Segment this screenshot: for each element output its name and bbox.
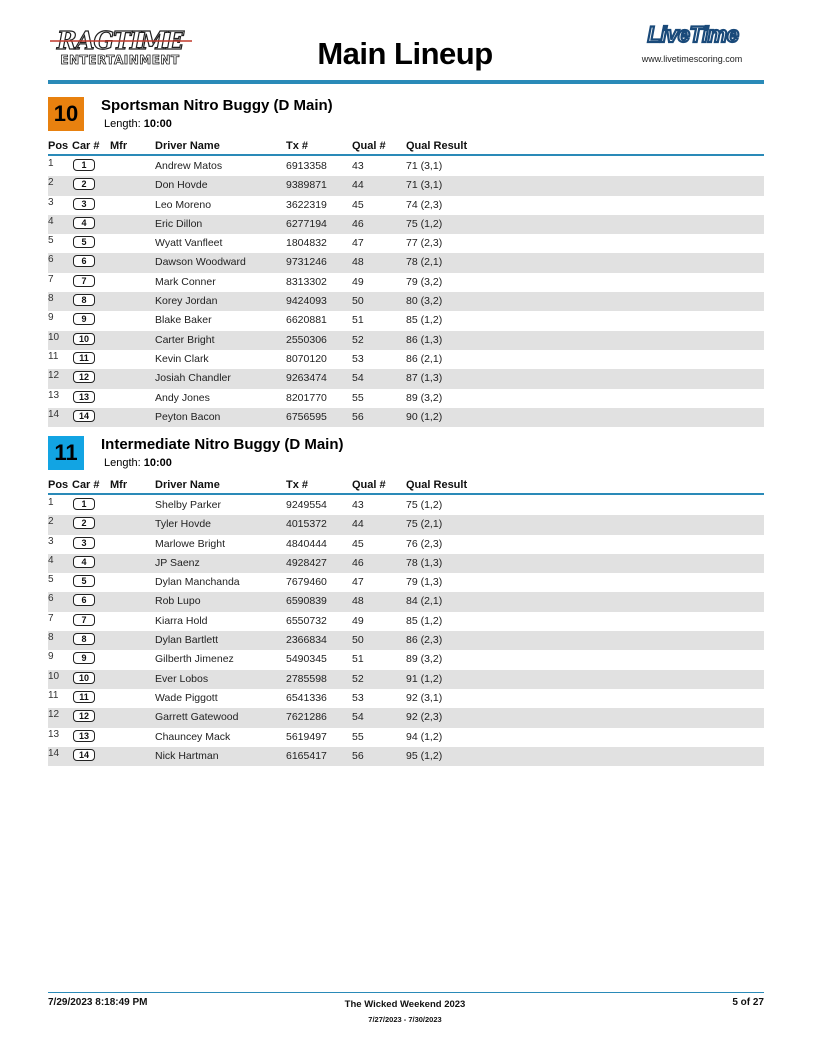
qual-result-cell: 87 (1,3)	[406, 372, 443, 385]
driver-name-cell: Kevin Clark	[155, 352, 209, 365]
transponder-cell: 2550306	[286, 333, 327, 346]
col-pos-header: Pos	[48, 140, 69, 152]
pos-cell: 14	[48, 408, 60, 420]
table-row	[48, 631, 764, 650]
col-pos-header: Pos	[48, 479, 69, 491]
table-row	[48, 554, 764, 573]
car-number-badge: 2	[73, 178, 95, 190]
qual-result-cell: 94 (1,2)	[406, 730, 443, 743]
table-row	[48, 176, 764, 195]
driver-name-cell: Andy Jones	[155, 391, 210, 404]
transponder-cell: 9249554	[286, 499, 327, 511]
table-row	[48, 369, 764, 388]
transponder-cell: 5490345	[286, 653, 327, 666]
table-row	[48, 408, 764, 427]
qual-result-cell: 92 (3,1)	[406, 691, 443, 704]
col-qual-header: Qual #	[352, 140, 386, 152]
qual-result-cell: 71 (3,1)	[406, 160, 443, 172]
transponder-cell: 9389871	[286, 179, 327, 192]
race-length	[104, 118, 172, 130]
qual-result-cell: 91 (1,2)	[406, 672, 443, 685]
pos-cell: 6	[48, 593, 54, 605]
car-number-badge: 1	[73, 159, 95, 171]
pos-cell: 5	[48, 235, 54, 247]
qual-number-cell: 51	[352, 314, 364, 327]
driver-name-cell: Mark Conner	[155, 275, 216, 288]
car-number-badge: 8	[73, 294, 95, 306]
qual-number-cell: 54	[352, 372, 364, 385]
car-number-badge: 14	[73, 410, 95, 422]
transponder-cell: 4840444	[286, 537, 327, 550]
car-number-badge: 6	[73, 594, 95, 606]
col-qual-header: Qual #	[352, 479, 386, 491]
qual-result-cell: 79 (3,2)	[406, 275, 443, 288]
qual-number-cell: 48	[352, 256, 364, 269]
driver-name-cell: Wade Piggott	[155, 691, 218, 704]
driver-name-cell: Leo Moreno	[155, 198, 212, 211]
qual-number-cell: 49	[352, 614, 364, 627]
svg-text:LiveTime: LiveTime	[647, 24, 739, 46]
car-number-badge: 14	[73, 749, 95, 761]
car-number-badge: 7	[73, 614, 95, 626]
qual-number-cell: 46	[352, 217, 364, 230]
event-dates: 7/27/2023 - 7/30/2023	[368, 1015, 442, 1024]
qual-number-cell: 55	[352, 391, 364, 404]
qual-number-cell: 47	[352, 237, 364, 250]
car-number-badge: 13	[73, 730, 95, 742]
transponder-cell: 4015372	[286, 518, 327, 531]
car-number-badge: 2	[73, 517, 95, 529]
driver-name-cell: Andrew Matos	[155, 160, 223, 172]
transponder-cell: 6756595	[286, 410, 327, 423]
page-number: 5 of 27	[732, 997, 764, 1008]
driver-name-cell: Eric Dillon	[155, 217, 203, 230]
qual-result-cell: 77 (2,3)	[406, 237, 443, 250]
qual-result-cell: 71 (3,1)	[406, 179, 443, 192]
driver-name-cell: Ever Lobos	[155, 672, 209, 685]
driver-name-cell: Dawson Woodward	[155, 256, 246, 269]
race-name: Sportsman Nitro Buggy (D Main)	[101, 97, 333, 114]
car-number-badge: 13	[73, 391, 95, 403]
pos-cell: 12	[48, 709, 60, 721]
driver-name-cell: Tyler Hovde	[155, 518, 212, 531]
event-name: The Wicked Weekend 2023	[344, 999, 466, 1010]
pos-cell: 4	[48, 554, 54, 566]
pos-cell: 8	[48, 293, 54, 305]
driver-name-cell: JP Saenz	[155, 556, 200, 569]
qual-result-cell: 86 (2,3)	[406, 634, 443, 647]
qual-result-cell: 78 (1,3)	[406, 556, 443, 569]
qual-result-cell: 75 (1,2)	[406, 217, 443, 230]
pos-cell: 5	[48, 574, 54, 586]
race-length-value: 10:00	[143, 118, 172, 130]
table-row	[48, 157, 764, 176]
table-header	[48, 138, 764, 156]
livetime-logo	[622, 24, 764, 46]
qual-result-cell: 80 (3,2)	[406, 295, 443, 308]
pos-cell: 11	[48, 350, 59, 362]
transponder-cell: 8201770	[286, 391, 327, 404]
qual-number-cell: 52	[352, 672, 364, 685]
qual-number-cell: 43	[352, 499, 364, 511]
transponder-cell: 6590839	[286, 595, 327, 608]
pos-cell: 13	[48, 389, 60, 401]
driver-name-cell: Nick Hartman	[155, 749, 219, 762]
driver-name-cell: Shelby Parker	[155, 499, 221, 511]
race-length-label: Length:	[104, 118, 141, 130]
qual-number-cell: 45	[352, 537, 364, 550]
car-number-badge: 5	[73, 575, 95, 587]
car-number-badge: 3	[73, 198, 95, 210]
pos-cell: 7	[48, 273, 54, 285]
table-row	[48, 253, 764, 272]
car-number-badge: 9	[73, 313, 95, 325]
pos-cell: 6	[48, 254, 54, 266]
page-title: Main Lineup	[317, 36, 493, 71]
pos-cell: 3	[48, 196, 54, 208]
driver-name-cell: Kiarra Hold	[155, 614, 208, 627]
website-url: www.livetimescoring.com	[641, 54, 743, 64]
pos-cell: 10	[48, 670, 60, 682]
table-row	[48, 196, 764, 215]
transponder-cell: 9424093	[286, 295, 327, 308]
qual-number-cell: 51	[352, 653, 364, 666]
transponder-cell: 6165417	[286, 749, 327, 762]
table-row	[48, 592, 764, 611]
lineup-table-body	[48, 496, 764, 766]
pos-cell: 11	[48, 689, 59, 701]
qual-number-cell: 54	[352, 711, 364, 724]
pos-cell: 1	[48, 497, 54, 508]
transponder-cell: 6620881	[286, 314, 327, 327]
qual-result-cell: 84 (2,1)	[406, 595, 443, 608]
svg-text:RAGTIME: RAGTIME	[56, 26, 184, 55]
race-number-badge: 10	[48, 97, 84, 131]
car-number-badge: 7	[73, 275, 95, 287]
transponder-cell: 6550732	[286, 614, 327, 627]
car-number-badge: 5	[73, 236, 95, 248]
col-driver-header: Driver Name	[155, 479, 220, 491]
transponder-cell: 2785598	[286, 672, 327, 685]
table-row	[48, 331, 764, 350]
pos-cell: 7	[48, 612, 54, 624]
qual-number-cell: 47	[352, 576, 364, 589]
car-number-badge: 11	[73, 691, 95, 703]
pos-cell: 12	[48, 370, 60, 382]
table-row	[48, 535, 764, 554]
col-mfr-header: Mfr	[110, 479, 128, 491]
driver-name-cell: Wyatt Vanfleet	[155, 237, 223, 250]
driver-name-cell: Josiah Chandler	[155, 372, 231, 385]
qual-number-cell: 43	[352, 160, 364, 172]
col-result-header: Qual Result	[406, 479, 468, 491]
driver-name-cell: Peyton Bacon	[155, 410, 221, 423]
qual-result-cell: 89 (3,2)	[406, 653, 443, 666]
table-row	[48, 389, 764, 408]
table-row	[48, 612, 764, 631]
qual-number-cell: 44	[352, 518, 364, 531]
pos-cell: 4	[48, 215, 54, 227]
driver-name-cell: Chauncey Mack	[155, 730, 231, 743]
table-row	[48, 350, 764, 369]
pos-cell: 3	[48, 535, 54, 547]
header-divider	[48, 80, 764, 84]
lineup-table-body	[48, 157, 764, 427]
driver-name-cell: Rob Lupo	[155, 595, 201, 608]
table-row	[48, 708, 764, 727]
table-row	[48, 515, 764, 534]
car-number-badge: 12	[73, 710, 95, 722]
qual-number-cell: 46	[352, 556, 364, 569]
qual-result-cell: 92 (2,3)	[406, 711, 443, 724]
race-number-badge: 11	[48, 436, 84, 470]
qual-number-cell: 53	[352, 691, 364, 704]
table-row	[48, 689, 764, 708]
transponder-cell: 6277194	[286, 217, 327, 230]
qual-number-cell: 56	[352, 749, 364, 762]
driver-name-cell: Marlowe Bright	[155, 537, 226, 550]
qual-result-cell: 75 (1,2)	[406, 499, 443, 511]
qual-number-cell: 53	[352, 352, 364, 365]
table-row	[48, 215, 764, 234]
col-car-header: Car #	[72, 140, 100, 152]
qual-number-cell: 56	[352, 410, 364, 423]
driver-name-cell: Gilberth Jimenez	[155, 653, 234, 666]
race-length	[104, 457, 172, 469]
transponder-cell: 6913358	[286, 160, 327, 172]
car-number-badge: 1	[73, 498, 95, 510]
pos-cell: 9	[48, 312, 54, 324]
qual-result-cell: 75 (2,1)	[406, 518, 443, 531]
print-timestamp: 7/29/2023 8:18:49 PM	[48, 997, 148, 1008]
qual-result-cell: 90 (1,2)	[406, 410, 443, 423]
qual-number-cell: 52	[352, 333, 364, 346]
transponder-cell: 8070120	[286, 352, 327, 365]
pos-cell: 8	[48, 632, 54, 644]
qual-number-cell: 44	[352, 179, 364, 192]
table-row	[48, 311, 764, 330]
car-number-badge: 10	[73, 672, 95, 684]
qual-result-cell: 76 (2,3)	[406, 537, 443, 550]
car-number-badge: 8	[73, 633, 95, 645]
pos-cell: 13	[48, 728, 60, 740]
qual-number-cell: 55	[352, 730, 364, 743]
race-name: Intermediate Nitro Buggy (D Main)	[101, 436, 344, 453]
col-result-header: Qual Result	[406, 140, 468, 152]
pos-cell: 2	[48, 516, 54, 528]
pos-cell: 9	[48, 651, 54, 663]
car-number-badge: 6	[73, 255, 95, 267]
qual-number-cell: 45	[352, 198, 364, 211]
transponder-cell: 3622319	[286, 198, 327, 211]
table-row	[48, 573, 764, 592]
race-length-value: 10:00	[143, 457, 172, 469]
transponder-cell: 9263474	[286, 372, 327, 385]
qual-number-cell: 50	[352, 295, 364, 308]
transponder-cell: 8313302	[286, 275, 327, 288]
transponder-cell: 2366834	[286, 634, 327, 647]
qual-number-cell: 49	[352, 275, 364, 288]
driver-name-cell: Dylan Manchanda	[155, 576, 240, 589]
car-number-badge: 12	[73, 371, 95, 383]
pos-cell: 2	[48, 177, 54, 189]
qual-result-cell: 86 (2,1)	[406, 352, 443, 365]
qual-result-cell: 79 (1,3)	[406, 576, 443, 589]
driver-name-cell: Korey Jordan	[155, 295, 218, 308]
race-length-label: Length:	[104, 457, 141, 469]
col-tx-header: Tx #	[286, 140, 309, 152]
col-driver-header: Driver Name	[155, 140, 220, 152]
car-number-badge: 10	[73, 333, 95, 345]
table-row	[48, 292, 764, 311]
svg-text:ENTERTAINMENT: ENTERTAINMENT	[60, 53, 180, 67]
footer-divider	[48, 992, 764, 993]
transponder-cell: 6541336	[286, 691, 327, 704]
table-row	[48, 670, 764, 689]
qual-result-cell: 85 (1,2)	[406, 614, 443, 627]
driver-name-cell: Don Hovde	[155, 179, 208, 192]
transponder-cell: 9731246	[286, 256, 327, 269]
driver-name-cell: Garrett Gatewood	[155, 711, 239, 724]
driver-name-cell: Carter Bright	[155, 333, 215, 346]
qual-result-cell: 86 (1,3)	[406, 333, 443, 346]
qual-result-cell: 95 (1,2)	[406, 749, 443, 762]
car-number-badge: 3	[73, 537, 95, 549]
qual-number-cell: 48	[352, 595, 364, 608]
transponder-cell: 4928427	[286, 556, 327, 569]
ragtime-entertainment-logo	[46, 26, 194, 68]
table-row	[48, 273, 764, 292]
transponder-cell: 7621286	[286, 711, 327, 724]
table-row	[48, 728, 764, 747]
pos-cell: 14	[48, 747, 60, 759]
col-tx-header: Tx #	[286, 479, 309, 491]
qual-result-cell: 74 (2,3)	[406, 198, 443, 211]
qual-result-cell: 78 (2,1)	[406, 256, 443, 269]
car-number-badge: 4	[73, 217, 95, 229]
table-header	[48, 477, 764, 495]
qual-number-cell: 50	[352, 634, 364, 647]
driver-name-cell: Dylan Bartlett	[155, 634, 219, 647]
transponder-cell: 1804832	[286, 237, 327, 250]
table-row	[48, 650, 764, 669]
table-row	[48, 496, 764, 515]
transponder-cell: 5619497	[286, 730, 327, 743]
qual-result-cell: 89 (3,2)	[406, 391, 443, 404]
transponder-cell: 7679460	[286, 576, 327, 589]
qual-result-cell: 85 (1,2)	[406, 314, 443, 327]
pos-cell: 10	[48, 331, 60, 343]
car-number-badge: 9	[73, 652, 95, 664]
col-car-header: Car #	[72, 479, 100, 491]
car-number-badge: 11	[73, 352, 95, 364]
table-row	[48, 234, 764, 253]
pos-cell: 1	[48, 158, 54, 169]
driver-name-cell: Blake Baker	[155, 314, 212, 327]
col-mfr-header: Mfr	[110, 140, 128, 152]
table-row	[48, 747, 764, 766]
car-number-badge: 4	[73, 556, 95, 568]
